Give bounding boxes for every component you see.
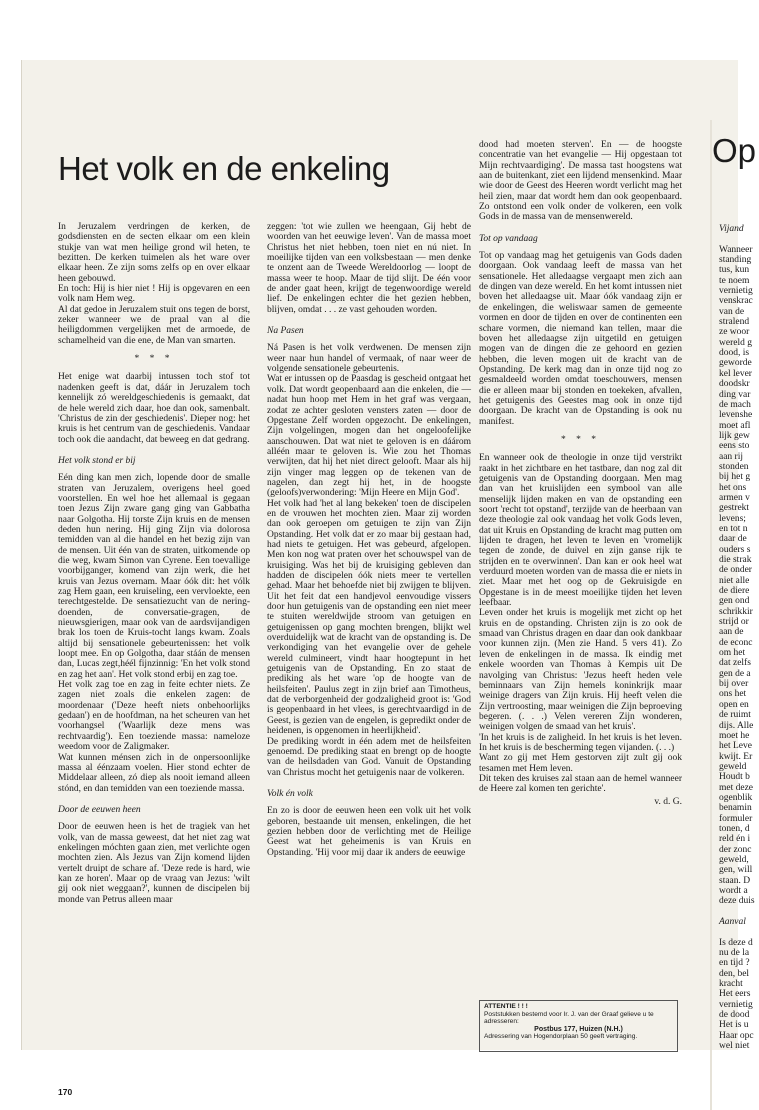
cropped-line: eens sto <box>719 441 750 452</box>
paragraph: Het enige wat daarbij intussen toch stof tot nadenken geeft is dat, dáár in Jeruzalem toch kennelijk zó wereldgeschiedenis is gemaakt, dat de hele wereld zich daar, hoe dan ook, samenbalt. 'Christus de zin der geschiedenis'. Dieper nog: het kruis is het centrum van de geschiedenis. Vandaar toch ook die aandacht, dat beweeg en dat gedrang. <box>58 372 250 445</box>
paragraph: De prediking wordt in één adem met de heilsfeiten genoemd. De prediking staat en brengt op de hoogte van de heilsdaden van God. Vanuit de Opstanding van Christus mocht het getuigenis naar de volkeren. <box>267 736 471 778</box>
paragraph: Het volk zag toe en zag in feite echter niets. Ze zagen niet zoals die enkelen zagen: de moordenaar ('Deze heeft niets onbehoorlijks gedaan') en de hoofdman, na het scheuren van het voorhangsel ('Waarlijk deze mens was rechtvaardig'). Een toeziende massa: nameloze weedom voor de Zaligmaker. <box>58 680 250 753</box>
cropped-line: kel lever <box>719 368 752 379</box>
section-heading: Tot op vandaag <box>479 233 538 244</box>
cropped-line: dat zelfs <box>719 658 751 669</box>
cropped-line: ding var <box>719 389 751 400</box>
column-4-cropped <box>719 224 759 1084</box>
paragraph: Ná Pasen is het volk verdwenen. De mensen zijn weer naar hun handel of vermaak, of naar weer de volgende sensationele gebeurtenis. <box>267 343 471 375</box>
author-signature: v. d. G. <box>654 796 682 807</box>
paragraph: 'In het kruis is de zaligheid. In het kruis is het leven. In het kruis is de bescherming tegen vijanden. (. . .) <box>479 732 682 753</box>
column-1 <box>58 222 250 1084</box>
cropped-line: aan rij <box>719 451 744 462</box>
cropped-line: Het eers <box>719 989 751 1000</box>
cropped-line: om het <box>719 648 746 659</box>
cropped-line: wel niet <box>719 1041 750 1052</box>
cropped-line: formuler <box>719 813 753 824</box>
cropped-line: gen ond <box>719 596 750 607</box>
cropped-line: standing <box>719 255 752 266</box>
cropped-line: den, bel <box>719 968 750 979</box>
paragraph: En wanneer ook de theologie in onze tijd verstrikt raakt in het zichtbare en het tastbare, dan nog zal dit getuigenis van de Opstanding doorgaan. Men mag dan van het kruislijden een symbool van alle menselijk lijden maken en van de opstanding een soort 'recht tot opstand', terzijde van de heerbaan van deze theologie zal ook vandaag het volk Gods leven, dat uit Kruis en Opstanding de kracht mag putten om lijden te dragen, het leven te leven en 'vromelijk tegen de zonde, de duivel en zijn ganse rijk te strijden en te overwinnen'. Dan kan er ook heel wat verduurd moeten worden van de massa die er niets in ziet. Maar met het oog op de Gekruisigde en Opgestane is in de meest moeilijke tijden het leven leefbaar. <box>479 453 682 609</box>
cropped-line: moet afl <box>719 420 751 431</box>
paragraph: Wat kunnen ménsen zich in de onpersoonlijke massa al éénzaam voelen. Hier stond echter de Middelaar alleen, zó diep als nooit iemand alleen stónd, en dan temidden van een toeziende massa. <box>58 752 250 794</box>
paragraph: Wat er intussen op de Paasdag is gescheid ontgaat het volk. Dat wordt geopenbaard aan die enkelen, die — nadat hun hoop met Hem in het graf was vergaan, zodat ze achter gesloten vensters zaten — door de Opgestane Zelf worden opgezocht. De enkelingen, Zijn volgelingen, mogen dan het ongeloofelijke aanschouwen. Dat wat niet te geloven is en dáárom alléén maar te geloven is. Wie zou het Thomas verwijten, dat hij het niet direct gelooft. Maar als hij zijn vinger mag leggen op de tekenen van de nagelen, dan zegt hij het, in de hoogste (geloofs)verwondering: 'Mijn Heere en Mijn God'. <box>267 374 471 499</box>
cropped-line: doodskr <box>719 379 750 390</box>
cropped-line: de mach <box>719 399 751 410</box>
notice-heading: ATTENTIE ! ! ! <box>484 1003 528 1010</box>
attention-notice <box>479 1000 678 1052</box>
notice-line-2: Adressering van Hogendorplaan 50 geeft vertraging. <box>484 1033 638 1041</box>
cropped-line: Aanval <box>719 917 746 928</box>
cropped-line: venskrac <box>719 296 753 307</box>
paragraph: Dit teken des kruises zal staan aan de hemel wanneer de Heere zal komen ten gerichte'. <box>479 773 682 795</box>
cropped-line: gen, will <box>719 865 753 876</box>
notice-address: Postbus 177, Huizen (N.H.) <box>534 1025 623 1033</box>
cropped-line: tus, kun <box>719 265 750 276</box>
cropped-line: de econc <box>719 637 753 648</box>
cropped-line: geweld, <box>719 854 749 865</box>
column-3 <box>479 140 682 1000</box>
cropped-line: lijk gew <box>719 430 750 441</box>
cropped-line: bij het g <box>719 472 751 483</box>
paragraph: Leven onder het kruis is mogelijk met zicht op het kruis en de opstanding. Christen zijn is zo ook de smaad van Christus dragen en daar dan ook dankbaar voor kunnen zijn. (Men zie Hand. 5 vers 41). Zo leven de enkelingen in de massa. Ik eindig met enkele woorden van Thomas à Kempis uit De navolging van Christus: 'Jezus heeft heden vele beminnaars van Zijn hemels koninkrijk maar weinige dragers van Zijn kruis. Hij heeft velen die Zijn vertroosting, maar weinigen die Zijn beproeving begeren. (. . .) Velen vereren Zijn wonderen, weinigen volgen de smaad van het kruis'. <box>479 608 682 733</box>
cropped-line: ogenblik <box>719 792 753 803</box>
cropped-line: kwijt. Er <box>719 751 753 762</box>
cropped-line: die strak <box>719 555 752 565</box>
paragraph: zeggen: 'tot wie zullen we heengaan, Gij hebt de woorden van het eeuwige leven'. Van de massa moet Christus het niet hebben, toen niet en nú niet. In moeilijke tijden van een volksbestaan — men denke te onzent aan de Tweede Wereldoorlog — loopt de massa weer te hoop. Maar de tijd slijt. De één voor de ander gaat heen, krijgt de tegenwoordige wereld lief. De enkelingen echter die het gezien hebben, blijven, omdat . . . ze vast gehouden worden. <box>267 222 471 315</box>
cropped-line: Is deze d <box>719 937 753 948</box>
cropped-line: de dood <box>719 1010 750 1021</box>
page-gutter <box>710 120 712 1110</box>
cropped-line: de ruimt <box>719 710 751 721</box>
cropped-line: der zonc <box>719 844 752 855</box>
cropped-line: staan. D <box>719 875 751 886</box>
paragraph: En toch: Hij is hier niet ! Hij is opgevaren en een volk nam Hem weg. <box>58 284 250 305</box>
cropped-line: de onder <box>719 565 752 576</box>
magazine-page <box>22 60 757 1097</box>
cropped-line: het ons <box>719 482 747 493</box>
cropped-line: strijd or <box>719 617 749 628</box>
cropped-line: vernietig <box>719 999 753 1010</box>
cropped-line: dood, is <box>719 348 750 359</box>
next-article-title: Op <box>712 132 757 169</box>
paragraph: Tot op vandaag mag het getuigenis van Gods daden doorgaan. Ook vandaag leeft de massa van het sensationele. Het alledaagse vergaapt men zich aan de dingen van deze wereld. En het komt intussen niet boven het alledaagse uit. Maar óók vandaag zijn er de enkelingen, die weliswaar samen de gemeente vormen en door de tijden en over de continenten een schare vormen, die niemand kan tellen, maar die boven het alledaagse zijn uitgetild en getuigen mogen van de dingen die ze gehoord en gezien hebben, die leven mogen uit de kracht van de Opstanding. De kerk mag dan in onze tijd nog zo gesmaldeeld worden omdat toeschouwers, mensen die er alleen maar bij stonden en toekeken, afvallen, het getuigenis des Geestes mag ook in onze tijd doorgaan. De kracht van de Opstanding is ook nu manifest. <box>479 251 682 427</box>
cropped-line: deze duis <box>719 896 755 907</box>
cropped-line: moet he <box>719 730 750 741</box>
cropped-line: nu de la <box>719 948 750 959</box>
paragraph: Want zo gij met Hem gestorven zijt zult gij ook tesamen met Hem leven. <box>479 753 682 774</box>
cropped-line: stonden <box>719 461 749 472</box>
cropped-line <box>719 927 759 937</box>
section-heading: Na Pasen <box>267 326 304 337</box>
cropped-line: ze woor <box>719 327 750 338</box>
notice-line-1: Poststukken bestemd voor Ir. J. van der Graaf gelieve u te adresseren: <box>484 1010 654 1026</box>
cropped-line: levens; <box>719 513 746 524</box>
cropped-line: Haar opc <box>719 1030 754 1041</box>
paragraph: In Jeruzalem verdringen de kerken, de godsdiensten en de secten elkaar om een klein stukje van wat men heilige grond wil heten, te bezitten. De kerken tuimelen als het ware over elkaar heen. Ze zijn soms zelfs op en over elkaar heen gebouwd. <box>58 222 250 284</box>
section-divider: * * * <box>561 434 600 445</box>
cropped-line: geweld <box>719 761 747 772</box>
cropped-line: ouders s <box>719 544 751 555</box>
page-number: 170 <box>58 1087 73 1097</box>
cropped-line: kracht <box>719 979 743 990</box>
cropped-line <box>719 907 759 917</box>
column-2 <box>267 222 471 1084</box>
cropped-line: Het is u <box>719 1020 749 1031</box>
cropped-line: te noem <box>719 275 750 286</box>
cropped-line: wereld g <box>719 337 752 348</box>
cropped-line: tonen, d <box>719 823 750 834</box>
cropped-line: schrikkir <box>719 606 753 617</box>
cropped-line: Houdt b <box>719 772 750 783</box>
cropped-line: dijs. Alle <box>719 720 754 731</box>
cropped-line: geworde <box>719 358 752 369</box>
cropped-line: Wanneer <box>719 244 753 255</box>
cropped-line: wordt a <box>719 886 748 896</box>
cropped-line: Vijand <box>719 224 744 234</box>
section-heading: Het volk stond er bij <box>58 455 136 466</box>
cropped-line: het Leve <box>719 741 752 752</box>
cropped-line: levenshe <box>719 410 753 421</box>
cropped-line: open en <box>719 699 749 710</box>
cropped-line: met deze <box>719 782 754 793</box>
cropped-line: reld én i <box>719 834 751 845</box>
paragraph: Het volk had 'het al lang bekeken' toen de discipelen en de vrouwen het mochten zien. Maar zij worden dan ook geroepen om getuigen te zijn van Zijn Opstanding. Het volk dat er zo maar bij gestaan had, had niets te getuigen. Het was gebeurd, afgelopen. Men kon nog wat praten over het schouwspel van de kruisiging. Was het bij de kruisiging gebleven dan hadden de discipelen óók niets meer te vertellen gehad. Maar het behoefde niet bij zwijgen te blijven. Uit het feit dat een handjevol eenvoudige vissers door hun getuigenis van de opstanding een niet meer te stuiten wereldwijde stroom van getuigen en getuigenissen op gang mochten brengen, blijkt wel overduidelijk wat de kracht van de opstanding is. De verkondiging van het evangelie over de gehele wereld culmineert, vindt haar hoogtepunt in het getuigenis van de Opstanding. En zo staat de prediking als het ware 'op de hoogte van de heilsfeiten'. Paulus zegt in zijn brief aan Timotheus, dat de verborgenheid der godzaligheid groot is: 'God is geopenbaard in het vlees, is gerechtvaardigd in de Geest, is gezien van de engelen, is gepredikt onder de heidenen, is opgenomen in heerlijkheid'. <box>267 498 471 737</box>
cropped-line: gen de a <box>719 668 751 679</box>
cropped-line <box>719 234 759 244</box>
paragraph: Door de eeuwen heen is het de tragiek van het volk, van de massa geweest, dat het niet zag wat enkelingen móchten gaan zien, met verlichte ogen mochten zien. Als Jezus van Zijn komend lijden vertelt druipt de schare af. 'Deze rede is hard, wie kan ze horen'. Maar op de vraag van Jezus: 'wilt gij ook niet weggaan?', kunnen de discipelen bij monde van Petrus alleen maar <box>58 822 250 905</box>
section-heading: Volk én volk <box>267 788 313 799</box>
paragraph: Al dat gedoe in Jeruzalem stuit ons tegen de borst, zeker wanneer we de praal van al die heiligdommen vergelijken met de armoede, de schamelheid van die ene, de Man van smarten. <box>58 304 250 346</box>
cropped-line: armen v <box>719 492 750 503</box>
cropped-line: stralend <box>719 317 750 328</box>
cropped-line: vernietig <box>719 286 753 297</box>
paragraph: dood had moeten sterven'. En — de hoogste concentratie van het evangelie — Hij opgestaan tot Mijn rechtvaardiging'. De massa tast hoogstens wat aan de buitenkant, ziet een lijdend mensenkind. Maar wie door de Geest des Heeren wordt verlicht mag het heil zien, maar dat wordt hem dan ook geopenbaard. Zo ontstond een volk onder de volkeren, een volk Gods in de massa van de mensenwereld. <box>479 140 682 223</box>
article-title: Het volk en de enkeling <box>58 150 390 188</box>
cropped-line: en tijd ? <box>719 958 750 969</box>
cropped-line: en tot n <box>719 523 748 534</box>
cropped-line: de diere <box>719 586 750 597</box>
cropped-line: aan de <box>719 627 744 638</box>
paragraph: Eén ding kan men zich, lopende door de smalle straten van Jeruzalem, overigens heel goed voorstellen. En wel hoe het allemaal is gegaan toen Jezus Zijn zware gang ging van Gabbatha naar Golgotha. Hij torste Zijn kruis en de mensen deden hun nering. Hij ging Zijn via dolorosa temidden van al die handel en het bezig zijn van de mensen. Uit één van de straten, uitkomende op die weg, kwam Simon van Cyrene. Een toevallige voorbijganger, komend van zijn werk, die het kruis van Jezus overnam. Maar óók dit: het vólk zag Hem gaan, een kruiseling, een vervloekte, een terechtgestelde. De sensatiezucht van de nering-doenden, de conversatie-gragen, de nieuwsgierigen, maar ook van de aardsvijandigen brak los toen de Kruis-tocht langs kwam. Zoals altijd bij sensationele gebeurtenissen: het volk loopt mee. En op Golgotha, daar stáán de mensen dan, Lucas zegt,héél fijnzinnig: 'En het volk stond en zag het aan'. Het volk stond erbij en zag toe. <box>58 473 250 680</box>
cropped-line: daar de <box>719 534 747 545</box>
section-heading: Door de eeuwen heen <box>58 804 141 815</box>
cropped-line: benamin <box>719 803 752 814</box>
cropped-line: van de <box>719 306 745 317</box>
cropped-line: bij over <box>719 679 749 690</box>
section-divider: * * * <box>134 354 174 365</box>
cropped-line: ons het <box>719 689 747 700</box>
cropped-line: niet alle <box>719 575 750 586</box>
paragraph: En zo is door de eeuwen heen een volk uit het volk geboren, bestaande uit mensen, enkelingen, die het gezien hebben door de verlichting met de Heilige Geest wat het geheimenis is van Kruis en Opstanding. 'Hij voor mij daar ik anders de eeuwige <box>267 806 471 858</box>
cropped-line: gestrekt <box>719 503 750 514</box>
